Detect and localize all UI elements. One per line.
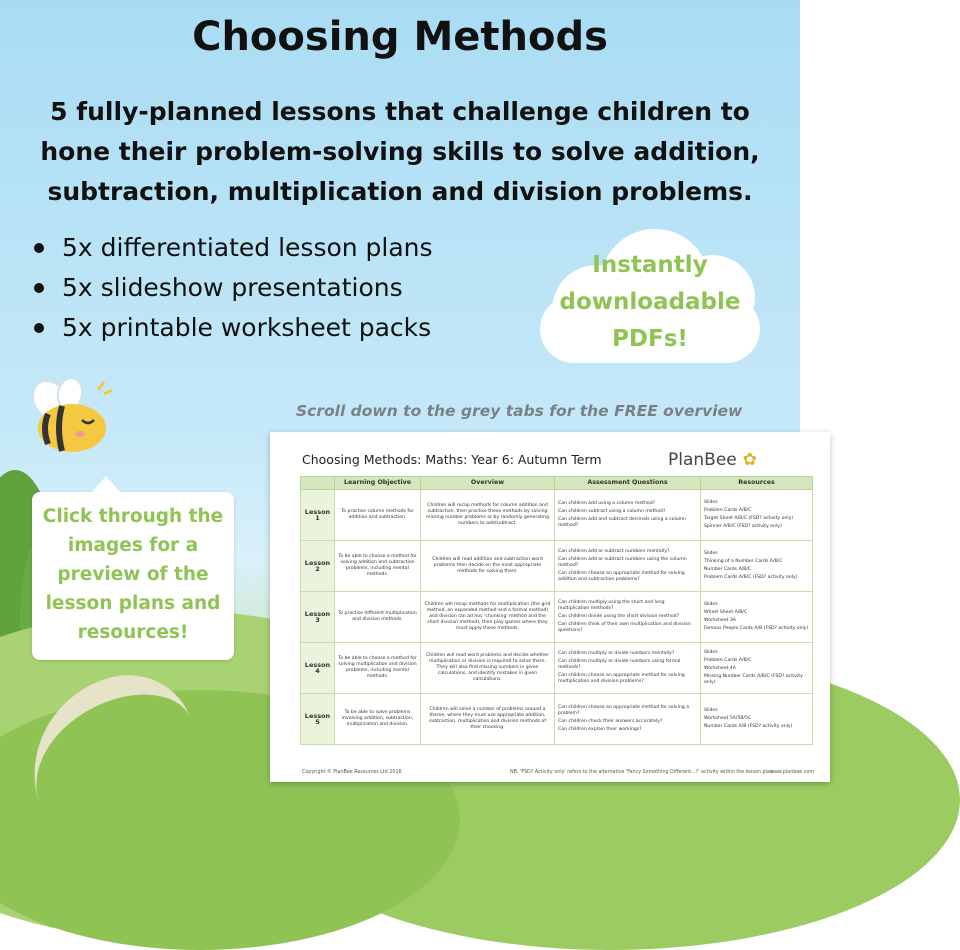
question-item: Can children add or subtract numbers using the column method? bbox=[558, 557, 687, 568]
resource-item: Number Cards A/B/C bbox=[704, 567, 752, 572]
resource-item: Worksheet 3A bbox=[704, 618, 736, 623]
feature-list bbox=[28, 228, 433, 348]
bee-icon bbox=[28, 378, 118, 458]
question-item: Can children check their answers accurately? bbox=[558, 719, 663, 724]
brand-logo bbox=[668, 450, 757, 470]
table-header: Overview bbox=[421, 477, 555, 490]
resource-item: Slides bbox=[704, 650, 718, 655]
resource-item: Worksheet 5A/5B/5C bbox=[704, 716, 752, 721]
lesson-cell: Lesson 1 bbox=[301, 490, 335, 541]
resource-item: Slides bbox=[704, 708, 718, 713]
questions-cell bbox=[555, 643, 701, 694]
lesson-cell: Lesson 5 bbox=[301, 694, 335, 745]
resource-item: Number Cards A/B (FSD? activity only) bbox=[704, 724, 793, 729]
overview-cell: Children will recap methods for column addition and subtraction, then practise these methods by solving missing number problems or by randomly generating numbers to add/subtract. bbox=[421, 490, 555, 541]
objective-cell: To practise different multiplication and division methods. bbox=[335, 592, 421, 643]
resource-item: Famous People Cards A/B (FSD? activity only) bbox=[704, 626, 809, 631]
question-item: Can children explain their workings? bbox=[558, 727, 642, 732]
questions-cell bbox=[555, 490, 701, 541]
resource-item: Worksheet 4A bbox=[704, 666, 736, 671]
question-item: Can children choose an appropriate method for solving multiplication and division problems? bbox=[558, 673, 685, 684]
overview-cell: Children will recap methods for multiplication (the grid method, an expanded method and a formal method) and division (an ad hoc 'chunking' method and the short division method), then play games where they must apply these methods. bbox=[421, 592, 555, 643]
cloud-text: Instantly downloadable PDFs! bbox=[559, 252, 741, 352]
list-item: 5x slideshow presentations bbox=[28, 268, 433, 308]
question-item: Can children think of their own multiplication and division questions? bbox=[558, 622, 691, 633]
cloud-badge bbox=[540, 225, 760, 365]
objective-cell: To practise column methods for addition and subtraction. bbox=[335, 490, 421, 541]
question-item: Can children add using a column method? bbox=[558, 501, 656, 506]
bee-icon: ✿ bbox=[736, 450, 757, 470]
question-item: Can children add and subtract decimals using a column method? bbox=[558, 517, 687, 528]
subtitle: 5 fully-planned lessons that challenge children to hone their problem-solving skills to solve addition, subtraction, multiplication and division problems. bbox=[40, 97, 760, 206]
resources-cell bbox=[701, 643, 813, 694]
question-item: Can children multiply or divide numbers mentally? bbox=[558, 651, 675, 656]
table-row bbox=[301, 490, 813, 541]
objective-cell: To be able to choose a method for solving multiplication and division problems, including mental methods. bbox=[335, 643, 421, 694]
lesson-cell: Lesson 2 bbox=[301, 541, 335, 592]
table-header: Assessment Questions bbox=[555, 477, 701, 490]
resource-item: Slides bbox=[704, 500, 718, 505]
question-item: Can children multiply using the short and long multiplication methods? bbox=[558, 600, 665, 611]
footer-website: www.planbee.com bbox=[770, 770, 814, 775]
resource-item: Problem Cards A/B/C bbox=[704, 658, 752, 663]
table-row bbox=[301, 541, 813, 592]
list-item: 5x differentiated lesson plans bbox=[28, 228, 433, 268]
page-title: Choosing Methods bbox=[192, 14, 608, 60]
overview-table bbox=[300, 476, 813, 745]
brand-name: PlanBee bbox=[668, 450, 737, 470]
resource-item: Target Sheet A/B/C (FSD? activity only) bbox=[704, 516, 794, 521]
resource-item: Problem Cards A/B/C bbox=[704, 508, 752, 513]
resources-cell bbox=[701, 541, 813, 592]
question-item: Can children subtract using a column method? bbox=[558, 509, 666, 514]
overview-cell: Children will solve a number of problems around a theme, where they must use appropriate addition, subtraction, multiplication and division methods of their choosing. bbox=[421, 694, 555, 745]
resource-item: Slides bbox=[704, 551, 718, 556]
list-item: 5x printable worksheet packs bbox=[28, 308, 433, 348]
resource-item: Thinking of a Number Cards A/B/C bbox=[704, 559, 783, 564]
question-item: Can children add or subtract numbers mentally? bbox=[558, 549, 670, 554]
scroll-note: Scroll down to the grey tabs for the FREE overview bbox=[296, 402, 743, 420]
question-item: Can children divide using the short division method? bbox=[558, 614, 680, 619]
footer-copyright: Copyright © PlanBee Resources Ltd 2016 bbox=[302, 770, 402, 775]
question-item: Can children choose an appropriate method for solving addition and subtraction problems? bbox=[558, 571, 685, 582]
table-row bbox=[301, 643, 813, 694]
preview-callout bbox=[32, 492, 234, 660]
table-header: Resources bbox=[701, 477, 813, 490]
table-row bbox=[301, 694, 813, 745]
table-header bbox=[301, 477, 335, 490]
callout-text: Click through the images for a preview of the lesson plans and resources! bbox=[42, 506, 224, 643]
resources-cell bbox=[701, 592, 813, 643]
question-item: Can children multiply or divide numbers using formal methods? bbox=[558, 659, 681, 670]
lesson-cell: Lesson 3 bbox=[301, 592, 335, 643]
questions-cell bbox=[555, 694, 701, 745]
resource-item: Wheel Sheet A/B/C bbox=[704, 610, 748, 615]
table-header: Learning Objective bbox=[335, 477, 421, 490]
objective-cell: To be able to solve problems involving addition, subtraction, multiplication and division. bbox=[335, 694, 421, 745]
overview-cell: Children will read word problems and decide whether multiplication or division is required to solve them. They will also find missing numbers in given calculations, and identify mistakes in given calculations. bbox=[421, 643, 555, 694]
resource-item: Spinner A/B/C (FSD? activity only) bbox=[704, 524, 782, 529]
overview-cell: Children will read addition and subtraction word problems then decide on the most appropriate methods for solving them. bbox=[421, 541, 555, 592]
questions-cell bbox=[555, 541, 701, 592]
resource-item: Problem Cards A/B/C (FSD? activity only) bbox=[704, 575, 798, 580]
objective-cell: To be able to choose a method for solving addition and subtraction problems, including mental methods. bbox=[335, 541, 421, 592]
document-title: Choosing Methods: Maths: Year 6: Autumn Term bbox=[302, 452, 602, 467]
resources-cell bbox=[701, 490, 813, 541]
document-footer bbox=[302, 770, 814, 775]
footer-note: NB: 'FSD? Activity only' refers to the alternative 'Fancy Something Different...?' activity within the lesson plan bbox=[510, 770, 773, 775]
question-item: Can children choose an appropriate method for solving a problem? bbox=[558, 705, 689, 716]
questions-cell bbox=[555, 592, 701, 643]
lesson-cell: Lesson 4 bbox=[301, 643, 335, 694]
resource-item: Missing Number Cards A/B/C (FSD? activity only) bbox=[704, 674, 803, 685]
resource-item: Slides bbox=[704, 602, 718, 607]
resources-cell bbox=[701, 694, 813, 745]
lesson-overview-preview[interactable] bbox=[270, 432, 830, 782]
table-row bbox=[301, 592, 813, 643]
